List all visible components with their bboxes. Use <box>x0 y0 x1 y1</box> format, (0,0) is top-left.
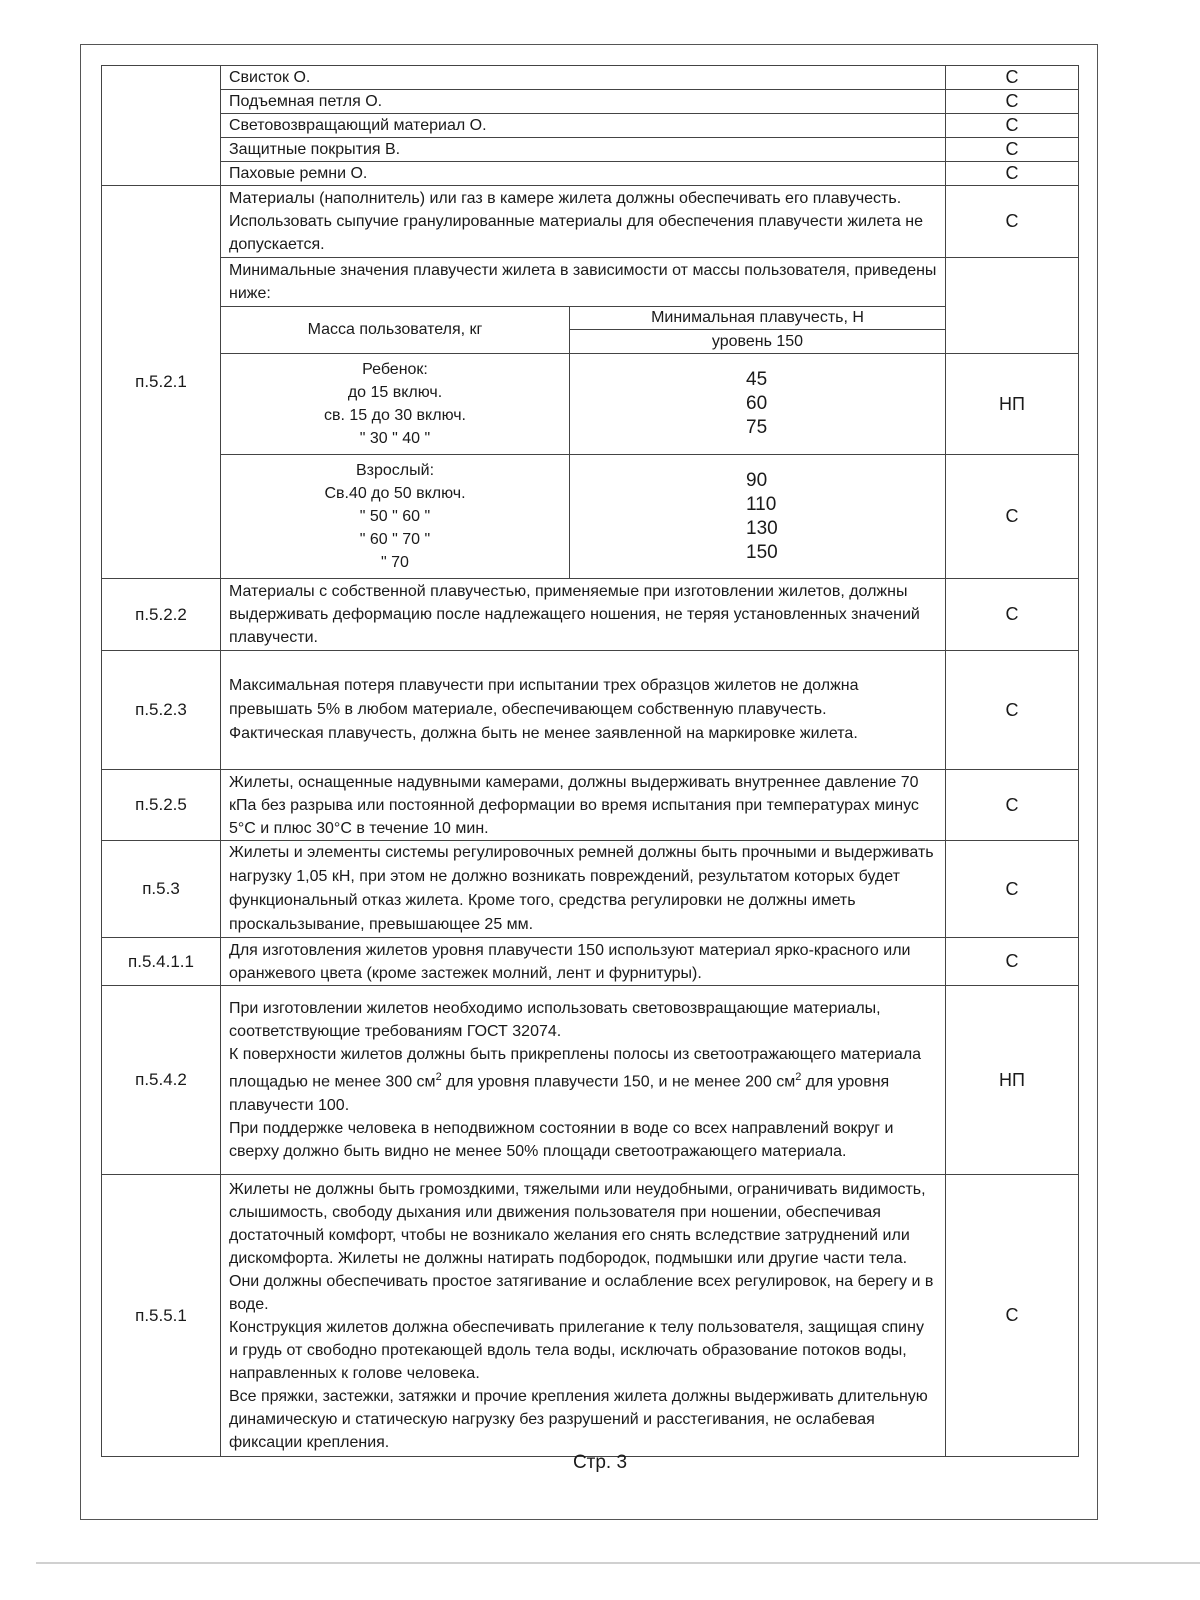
clause-cell: п.5.3 <box>102 841 221 938</box>
mass-range: до 15 включ. <box>347 384 443 401</box>
buoyancy-value: 60 <box>746 393 768 414</box>
buoyancy-column-header: Минимальная плавучесть, Н <box>570 307 946 330</box>
level-column-header: уровень 150 <box>570 330 946 354</box>
status-cell: С <box>946 66 1079 90</box>
buoyancy-value: 45 <box>746 369 768 390</box>
mass-column-header: Масса пользователя, кг <box>221 307 570 354</box>
requirement-paragraph: При поддержке человека в неподвижном состоянии в воде со всех направлений вокруг и сверху должно быть видно не менее 50% площади светоотражающего материала. <box>229 1119 894 1160</box>
status-cell: С <box>946 138 1079 162</box>
clause-cell: п.5.2.1 <box>102 186 221 579</box>
requirement-text: Жилеты, оснащенные надувными камерами, должны выдерживать внутреннее давление 70 кПа без разрыва или постоянной деформации во время испытания при температурах минус 5°С и плюс 30°С в течение 10 мин. <box>221 770 946 841</box>
requirement-text: Защитные покрытия В. <box>221 138 946 162</box>
status-cell: С <box>946 162 1079 186</box>
requirement-text: Жилеты и элементы системы регулировочных ремней должны быть прочными и выдерживать нагрузку 1,05 кН, при этом не должно возникать повреждений, результатом которых будет функциональный отказ жилета. Кроме того, средства регулировки не должны иметь проскальзывание, превышающее 25 мм. <box>221 841 946 938</box>
requirement-text <box>221 1175 946 1457</box>
requirement-text: Материалы (наполнитель) или газ в камере жилета должны обеспечивать его плавучесть. Использовать сыпучие гранулированные материалы для обеспечения плавучести жилета не допускается. <box>221 186 946 258</box>
table-row <box>102 258 1079 307</box>
status-cell: НП <box>946 986 1079 1175</box>
table-row <box>102 770 1079 841</box>
status-cell: С <box>946 770 1079 841</box>
requirement-paragraph: Конструкция жилетов должна обеспечивать прилегание к телу пользователя, защищая спину и грудь от свободно протекающей вдоль тела воды, исключать образование потоков воды, направленных к голове человека. <box>229 1318 924 1382</box>
requirement-paragraph: Фактическая плавучесть, должна быть не менее заявленной на маркировке жилета. <box>229 725 858 742</box>
divider <box>36 1562 1200 1564</box>
clause-cell: п.5.4.1.1 <box>102 938 221 986</box>
mass-range: " 70 <box>381 554 409 571</box>
requirement-text: Подъемная петля О. <box>221 90 946 114</box>
requirement-paragraph <box>229 1043 937 1116</box>
buoyancy-value: 150 <box>746 541 778 563</box>
requirement-text: Световозвращающий материал О. <box>221 114 946 138</box>
table-row <box>102 455 1079 579</box>
clause-cell-empty <box>102 66 221 186</box>
requirement-fragment: для уровня плавучести 100. <box>229 1073 890 1114</box>
requirement-text: Минимальные значения плавучести жилета в зависимости от массы пользователя, приведены ниже: <box>221 258 946 307</box>
requirement-paragraph: Максимальная потеря плавучести при испытании трех образцов жилетов не должна превышать 5% в любом материале, обеспечивающем собственную плавучесть. <box>229 677 859 718</box>
page-number: Стр. 3 <box>572 1452 628 1473</box>
status-cell: НП <box>946 354 1079 455</box>
child-buoyancy-cell <box>570 354 946 455</box>
requirement-text: Материалы с собственной плавучестью, применяемые при изготовлении жилетов, должны выдерживать деформацию после надлежащего ношения, не теряя установленных значений плавучести. <box>221 579 946 651</box>
mass-range: " 50 " 60 " <box>359 508 431 525</box>
requirement-paragraph: Жилеты не должны быть громоздкими, тяжелыми или неудобными, ограничивать видимость, слышимость, свободу дыхания или движения пользователя при ношении, обеспечивая достаточный комфорт, чтобы не возникало желания его снять вследствие затруднений или дискомфорта. Жилеты не должны натирать подбородок, подмышки или другие части тела. Они должны обеспечивать простое затягивание и ослабление всех регулировок, на берегу и в воде. <box>229 1180 934 1313</box>
clause-cell: п.5.2.3 <box>102 651 221 770</box>
clause-cell: п.5.4.2 <box>102 986 221 1175</box>
mass-range: " 60 " 70 " <box>359 531 431 548</box>
mass-range: Св.40 до 50 включ. <box>324 485 466 502</box>
table-row <box>102 986 1079 1175</box>
table-row <box>102 651 1079 770</box>
status-cell: С <box>946 651 1079 770</box>
table-row <box>102 938 1079 986</box>
table-row <box>102 186 1079 258</box>
status-cell: С <box>946 938 1079 986</box>
requirement-paragraph: При изготовлении жилетов необходимо использовать световозвращающие материалы, соответствующие требованиям ГОСТ 32074. <box>229 1000 881 1041</box>
table-row <box>102 138 1079 162</box>
table-row <box>102 66 1079 90</box>
adult-buoyancy-cell <box>570 455 946 579</box>
status-cell: С <box>946 455 1079 579</box>
status-cell: С <box>946 1175 1079 1457</box>
clause-cell: п.5.5.1 <box>102 1175 221 1457</box>
requirement-fragment: для уровня плавучести 150, и не менее 200 см <box>441 1073 796 1091</box>
requirement-text <box>221 651 946 770</box>
table-row <box>102 579 1079 651</box>
child-mass-cell <box>221 354 570 455</box>
requirement-text <box>221 986 946 1175</box>
requirement-text: Паховые ремни О. <box>221 162 946 186</box>
table-row <box>102 162 1079 186</box>
requirements-table <box>101 65 1079 1457</box>
status-cell-empty <box>946 258 1079 354</box>
status-cell: С <box>946 579 1079 651</box>
table-row <box>102 114 1079 138</box>
buoyancy-value: 90 <box>746 469 768 491</box>
table-row <box>102 90 1079 114</box>
status-cell: С <box>946 841 1079 938</box>
adult-label: Взрослый: <box>355 462 435 479</box>
status-cell: С <box>946 186 1079 258</box>
table-row <box>102 1175 1079 1457</box>
requirement-paragraph: Все пряжки, застежки, затяжки и прочие крепления жилета должны выдерживать длительную динамическую и статическую нагрузку без разрушений и расстегивания, не ослабевая фиксации крепления. <box>229 1387 928 1451</box>
status-cell: С <box>946 90 1079 114</box>
table-row <box>102 354 1079 455</box>
superscript: 2 <box>795 1071 802 1084</box>
buoyancy-value: 75 <box>746 417 768 438</box>
adult-mass-cell <box>221 455 570 579</box>
requirement-text: Свисток О. <box>221 66 946 90</box>
status-cell: С <box>946 114 1079 138</box>
mass-range: св. 15 до 30 включ. <box>324 407 466 424</box>
buoyancy-value: 110 <box>746 493 777 515</box>
requirement-text: Для изготовления жилетов уровня плавучести 150 используют материал ярко-красного или оранжевого цвета (кроме застежек молний, лент и фурнитуры). <box>221 938 946 986</box>
child-label: Ребенок: <box>362 361 428 378</box>
buoyancy-value: 130 <box>746 517 778 539</box>
superscript: 2 <box>435 1071 442 1084</box>
table-row <box>102 307 1079 330</box>
clause-cell: п.5.2.2 <box>102 579 221 651</box>
mass-range: " 30 " 40 " <box>359 430 431 447</box>
clause-cell: п.5.2.5 <box>102 770 221 841</box>
requirement-fragment: К поверхности жилетов должны быть прикреплены полосы из светоотражающего материала площадью не менее 300 см <box>229 1046 922 1091</box>
table-row <box>102 841 1079 938</box>
